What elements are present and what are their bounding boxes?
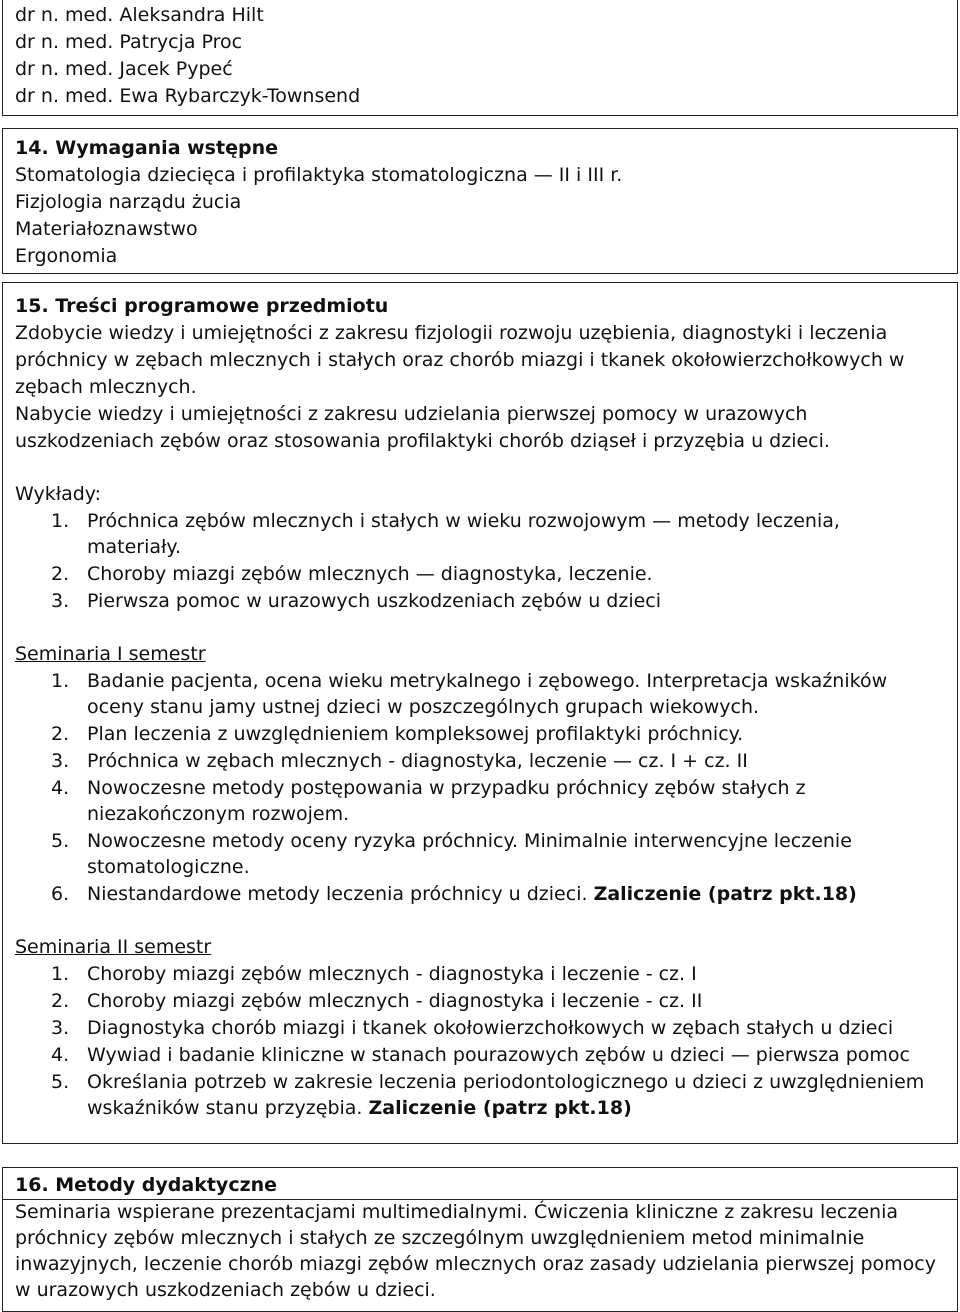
list-number: 6.	[51, 883, 70, 905]
methods-line: inwazyjnych, leczenie chorób miazgi zębów mlecznych oraz zasady udzielania pierwszej pomocy	[15, 1253, 936, 1275]
list-number: 3.	[51, 1017, 70, 1039]
list-item: Choroby miazgi zębów mlecznych — diagnostyka, leczenie.	[87, 563, 653, 585]
list-number: 1.	[51, 670, 70, 692]
list-item: Nowoczesne metody oceny ryzyka próchnicy. Minimalnie interwencyjne leczenie	[87, 830, 852, 852]
list-number: 2.	[51, 990, 70, 1012]
list-item: Próchnica w zębach mlecznych - diagnostyka, leczenie — cz. I + cz. II	[87, 750, 748, 772]
list-number: 3.	[51, 750, 70, 772]
lectures-title: Wykłady:	[15, 483, 102, 505]
seminars-1-title: Seminaria I semestr	[15, 643, 206, 665]
list-number: 2.	[51, 563, 70, 585]
list-item: niezakończonym rozwojem.	[87, 803, 350, 825]
methods-line: w urazowych uszkodzeniach zębów u dzieci.	[15, 1279, 436, 1301]
list-number: 4.	[51, 777, 70, 799]
list-item: Diagnostyka chorób miazgi i tkanek okołowierzchołkowych w zębach stałych u dzieci	[87, 1017, 894, 1039]
list-item: Choroby miazgi zębów mlecznych - diagnostyka i leczenie - cz. I	[87, 963, 697, 985]
prerequisite-item: Fizjologia narządu żucia	[15, 191, 242, 213]
section-heading: 15. Treści programowe przedmiotu	[15, 295, 389, 317]
list-item	[87, 1095, 632, 1121]
prerequisite-item: Ergonomia	[15, 245, 118, 267]
list-item: stomatologiczne.	[87, 856, 250, 878]
list-number: 1.	[51, 963, 70, 985]
list-item: Wywiad i badanie kliniczne w stanach pourazowych zębów u dzieci — pierwsza pomoc	[87, 1044, 910, 1066]
prerequisite-item: Materiałoznawstwo	[15, 218, 198, 240]
teaching-methods-section	[2, 1167, 958, 1312]
list-number: 1.	[51, 510, 70, 532]
intro-line: uszkodzeniach zębów oraz stosowania profilaktyki chorób dziąseł i przyzębia u dzieci.	[15, 430, 830, 452]
teacher-line: dr n. med. Ewa Rybarczyk-Townsend	[15, 85, 361, 107]
prerequisite-item: Stomatologia dziecięca i profilaktyka stomatologiczna — II i III r.	[15, 164, 623, 186]
list-item-text: wskaźników stanu przyzębia.	[87, 1097, 369, 1119]
list-item	[87, 881, 857, 907]
teacher-line: dr n. med. Patrycja Proc	[15, 31, 243, 53]
prerequisites-section	[2, 128, 958, 274]
intro-line: próchnicy w zębach mlecznych i stałych oraz chorób miazgi i tkanek okołowierzchołkowych w	[15, 349, 905, 371]
intro-line: zębach mlecznych.	[15, 376, 197, 398]
list-item: Próchnica zębów mlecznych i stałych w wieku rozwojowym — metody leczenia,	[87, 510, 840, 532]
methods-line: próchnicy zębów mlecznych i stałych ze szczególnym uwzględnieniem metod minimalnie	[15, 1227, 865, 1249]
list-number: 4.	[51, 1044, 70, 1066]
list-item: Określania potrzeb w zakresie leczenia periodontologicznego u dzieci z uwzględnieniem	[87, 1071, 925, 1093]
program-content-section	[2, 282, 958, 1144]
list-item: Pierwsza pomoc w urazowych uszkodzeniach zębów u dzieci	[87, 590, 662, 612]
intro-line: Zdobycie wiedzy i umiejętności z zakresu fizjologii rozwoju uzębienia, diagnostyki i leczenia	[15, 322, 888, 344]
list-number: 3.	[51, 590, 70, 612]
credit-note: Zaliczenie (patrz pkt.18)	[593, 883, 857, 905]
list-item: Nowoczesne metody postępowania w przypadku próchnicy zębów stałych z	[87, 777, 806, 799]
list-item: materiały.	[87, 536, 181, 558]
list-number: 2.	[51, 723, 70, 745]
intro-line: Nabycie wiedzy i umiejętności z zakresu udzielania pierwszej pomocy w urazowych	[15, 403, 808, 425]
teachers-section	[2, 0, 958, 116]
list-item: Plan leczenia z uwzględnieniem kompleksowej profilaktyki próchnicy.	[87, 723, 744, 745]
list-item: Badanie pacjenta, ocena wieku metrykalnego i zębowego. Interpretacja wskaźników	[87, 670, 888, 692]
methods-line: Seminaria wspierane prezentacjami multimedialnymi. Ćwiczenia kliniczne z zakresu leczenia	[15, 1201, 898, 1223]
list-item: Choroby miazgi zębów mlecznych - diagnostyka i leczenie - cz. II	[87, 990, 703, 1012]
list-item-text: Niestandardowe metody leczenia próchnicy u dzieci.	[87, 883, 594, 905]
teacher-line: dr n. med. Jacek Pypeć	[15, 58, 233, 80]
list-item: oceny stanu jamy ustnej dzieci w poszczególnych grupach wiekowych.	[87, 696, 760, 718]
section-heading: 14. Wymagania wstępne	[15, 137, 278, 159]
credit-note: Zaliczenie (patrz pkt.18)	[368, 1097, 632, 1119]
list-number: 5.	[51, 830, 70, 852]
teacher-line: dr n. med. Aleksandra Hilt	[15, 4, 264, 26]
list-number: 5.	[51, 1071, 70, 1093]
section-heading: 16. Metody dydaktyczne	[15, 1174, 278, 1196]
seminars-2-title: Seminaria II semestr	[15, 936, 212, 958]
